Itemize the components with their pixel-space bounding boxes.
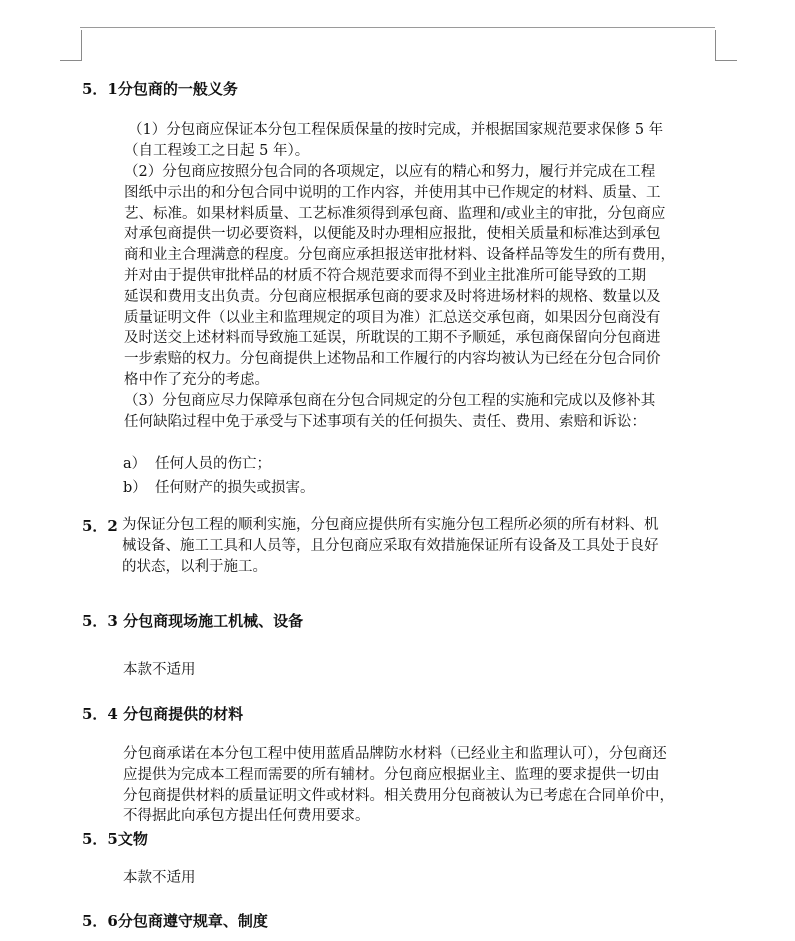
heading-5-3: 5．3 分包商现场施工机械、设备 bbox=[82, 612, 304, 630]
text-line: （1）分包商应保证本分包工程保质保量的按时完成，并根据国家规范要求保修 5 年 bbox=[128, 122, 664, 138]
paragraph-5-2 bbox=[122, 515, 659, 577]
text-line: （自工程竣工之日起 5 年）。 bbox=[124, 142, 310, 159]
text-line: （3）分包商应尽力保障承包商在分包合同规定的分包工程的实施和完成以及修补其 bbox=[124, 393, 656, 409]
text-line: 应提供为完成本工程而需要的所有辅材。分包商应根据业主、监理的要求提供一切由 bbox=[123, 766, 660, 783]
paragraph-5-3: 本款不适用 bbox=[123, 662, 196, 678]
text-line: 对承包商提供一切必要资料，以便能及时办理相应报批，使相关质量和标准达到承包 bbox=[124, 226, 661, 243]
text-line: 分包商提供材料的质量证明文件或材料。相关费用分包商被认为已考虑在合同单价中， bbox=[123, 787, 674, 804]
paragraph-5-1-1 bbox=[124, 120, 664, 162]
text-line: 商和业主合理满意的程度。分包商应承担报送审批材料、设备样品等发生的所有费用， bbox=[124, 247, 675, 264]
heading-5-6: 5．6分包商遵守规章、制度 bbox=[82, 912, 268, 930]
text-line: 任何缺陷过程中免于承受与下述事项有关的任何损失、责任、费用、索赔和诉讼： bbox=[124, 413, 646, 430]
list-item-label: a） bbox=[123, 456, 147, 472]
text-line: 械设备、施工工具和人员等，且分包商应采取有效措施保证所有设备及工具处于良好 bbox=[122, 537, 659, 554]
text-line: 分包商承诺在本分包工程中使用蓝盾品牌防水材料（已经业主和监理认可），分包商还 bbox=[123, 746, 667, 762]
list-item bbox=[123, 452, 315, 476]
text-line: 不得据此向承包方提出任何费用要求。 bbox=[123, 808, 370, 825]
heading-5-2: 5．2 bbox=[82, 517, 118, 535]
text-line: 图纸中示出的和分包合同中说明的工作内容，并使用其中已作规定的材料、质量、工 bbox=[124, 184, 661, 201]
list-item-text: 任何人员的伤亡； bbox=[155, 456, 271, 472]
text-line: 格中作了充分的考虑。 bbox=[124, 371, 269, 388]
paragraph-5-1-2 bbox=[124, 162, 675, 391]
text-line: 的状态，以利于施工。 bbox=[122, 558, 267, 575]
paragraph-5-1-3 bbox=[124, 391, 655, 433]
list-item bbox=[123, 476, 315, 500]
list-item-label: b） bbox=[123, 480, 147, 496]
crop-mark-left bbox=[60, 30, 82, 61]
text-line: 为保证分包工程的顺利实施，分包商应提供所有实施分包工程所必须的所有材料、机 bbox=[122, 517, 659, 533]
text-line: 延误和费用支出负责。分包商应根据承包商的要求及时将进场材料的规格、数量以及 bbox=[124, 288, 661, 305]
list-item-text: 任何财产的损失或损害。 bbox=[155, 480, 315, 496]
text-line: 艺、标准。如果材料质量、工艺标准须得到承包商、监理和/或业主的审批，分包商应 bbox=[124, 205, 666, 222]
paragraph-5-5: 本款不适用 bbox=[123, 870, 196, 886]
crop-mark-right bbox=[715, 30, 737, 61]
heading-5-4: 5．4 分包商提供的材料 bbox=[82, 705, 244, 723]
text-line: 及时送交上述材料而导致施工延误，所耽误的工期不予顺延，承包商保留向分包商进 bbox=[124, 330, 661, 347]
page-top-rule bbox=[80, 27, 715, 28]
paragraph-5-4 bbox=[123, 744, 674, 827]
text-line: （2）分包商应按照分包合同的各项规定，以应有的精心和努力，履行并完成在工程 bbox=[124, 164, 656, 180]
text-line: 并对由于提供审批样品的材质不符合规范要求而得不到业主批准所可能导致的工期 bbox=[124, 267, 646, 284]
heading-5-5: 5．5文物 bbox=[82, 830, 148, 848]
item-list bbox=[123, 452, 315, 500]
text-line: 一步索赔的权力。分包商提供上述物品和工作履行的内容均被认为已经在分包合同价 bbox=[124, 351, 661, 368]
heading-5-1: 5．1分包商的一般义务 bbox=[82, 80, 238, 98]
text-line: 质量证明文件（以业主和监理规定的项目为准）汇总送交承包商，如果因分包商没有 bbox=[124, 309, 661, 326]
